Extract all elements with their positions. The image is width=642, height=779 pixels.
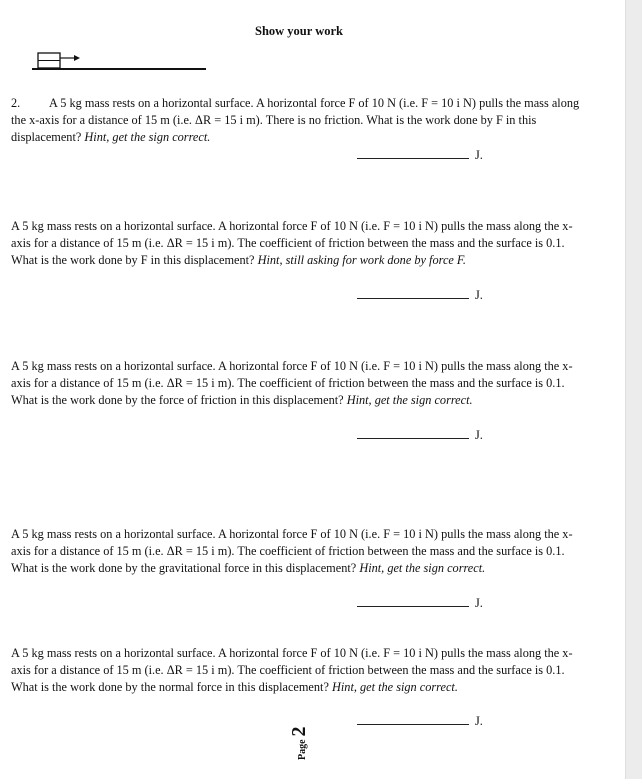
viewer-scroll-edge[interactable] xyxy=(625,0,642,779)
question-text: A 5 kg mass rests on a horizontal surface. A horizontal force F of 10 N (i.e. F = 10 i N) pulls the mass along the x-axis for a distance of 15 m (i.e. ΔR = 15 i m). The coefficient of friction between the mass and the surface is 0.1. What is the work done by the force of friction in this displacement? xyxy=(11,359,573,407)
answer-blank[interactable] xyxy=(357,147,469,159)
answer-line xyxy=(357,427,483,442)
answer-unit: J. xyxy=(475,148,483,162)
question-hint: Hint, get the sign correct. xyxy=(84,130,211,144)
question-hint: Hint, still asking for work done by force F. xyxy=(257,253,466,267)
question-text: A 5 kg mass rests on a horizontal surface. A horizontal force F of 10 N (i.e. F = 10 i N) pulls the mass along the x-axis for a distance of 15 m (i.e. ΔR = 15 i m). The coefficient of friction between the mass and the surface is 0.1. What is the work done by the normal force in this displacement? xyxy=(11,646,573,694)
question-number: 2. xyxy=(11,96,21,110)
question-block xyxy=(11,358,585,409)
question-hint: Hint, get the sign correct. xyxy=(359,561,486,575)
answer-unit: J. xyxy=(475,596,483,610)
question-text: A 5 kg mass rests on a horizontal surface. A horizontal force F of 10 N (i.e. F = 10 i N) pulls the mass along the x-axis for a distance of 15 m (i.e. ΔR = 15 i m). The coefficient of friction between the mass and the surface is 0.1. What is the work done by the gravitational force in this displacement? xyxy=(11,527,573,575)
answer-line xyxy=(357,147,483,162)
answer-blank[interactable] xyxy=(357,595,469,607)
answer-line xyxy=(357,287,483,302)
page-label: Page xyxy=(297,739,308,760)
answer-blank[interactable] xyxy=(357,287,469,299)
question-block xyxy=(11,218,585,269)
answer-line xyxy=(357,713,483,728)
question-block xyxy=(11,645,585,696)
page-title: Show your work xyxy=(255,24,343,38)
question-block xyxy=(11,95,585,146)
question-block xyxy=(11,526,585,577)
question-hint: Hint, get the sign correct. xyxy=(332,680,458,694)
answer-line xyxy=(357,595,483,610)
answer-blank[interactable] xyxy=(357,713,469,725)
answer-unit: J. xyxy=(475,288,483,302)
question-hint: Hint, get the sign correct. xyxy=(346,393,473,407)
question-text: A 5 kg mass rests on a horizontal surface. A horizontal force F of 10 N (i.e. F = 10 i N) pulls the mass along the x-axis for a distance of 15 m (i.e. ΔR = 15 i m). There is no friction. What is the work done by F in this displacement? xyxy=(11,96,580,144)
force-arrow-head xyxy=(74,55,80,61)
page-number xyxy=(288,726,311,760)
question-text: A 5 kg mass rests on a horizontal surface. A horizontal force F of 10 N (i.e. F = 10 i N) pulls the mass along the x-axis for a distance of 15 m (i.e. ΔR = 15 i m). The coefficient of friction between the mass and the surface is 0.1. What is the work done by F in this displacement? xyxy=(11,219,573,267)
answer-blank[interactable] xyxy=(357,427,469,439)
answer-unit: J. xyxy=(475,428,483,442)
answer-unit: J. xyxy=(475,714,483,728)
block-force-diagram xyxy=(30,48,208,74)
page-number-value: 2 xyxy=(288,726,310,737)
